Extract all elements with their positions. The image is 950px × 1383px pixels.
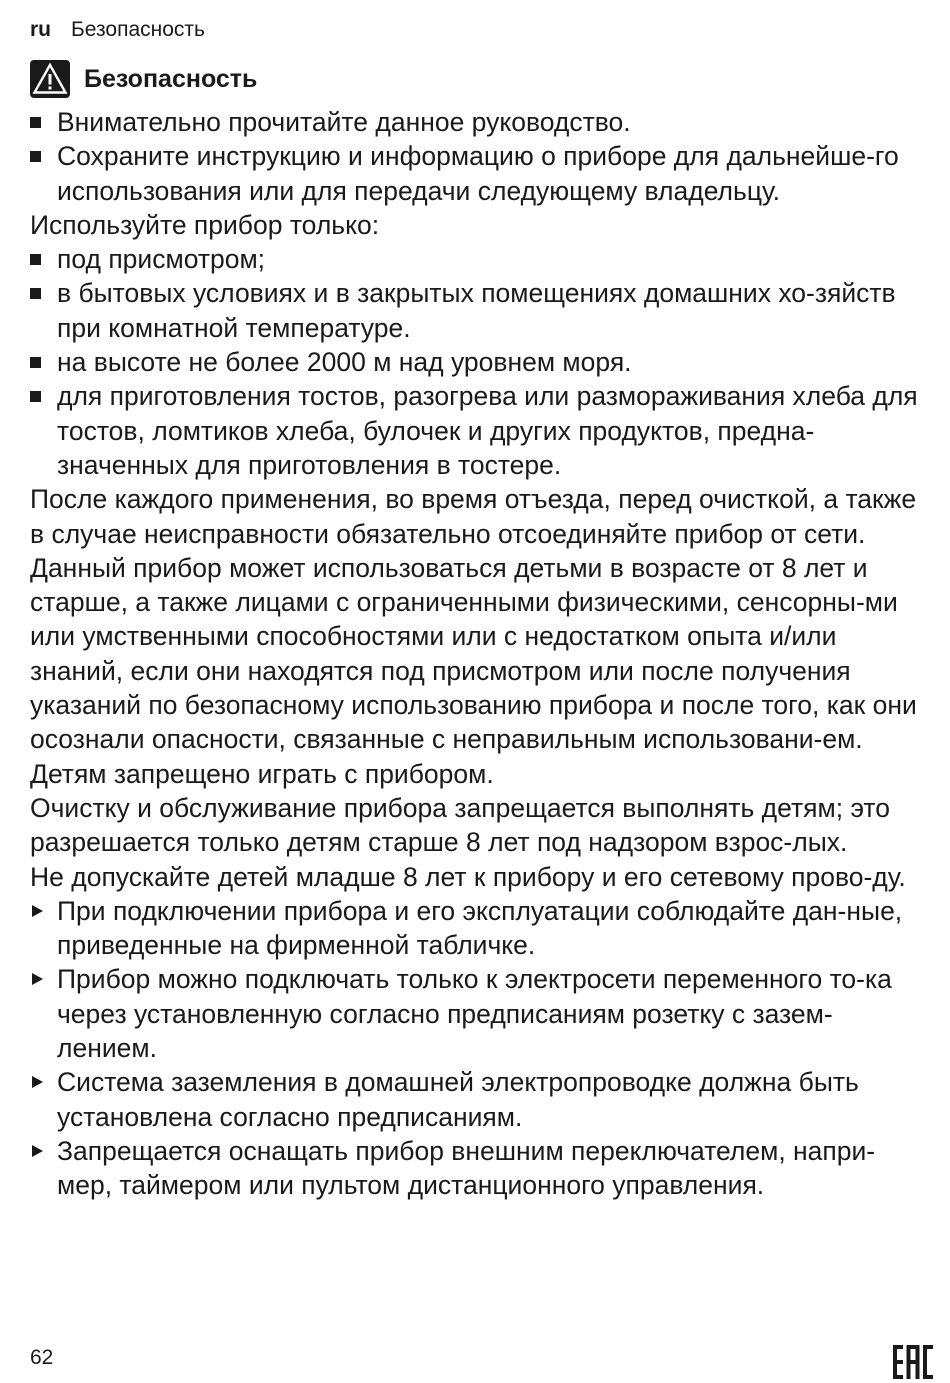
- page-number: 62: [30, 1346, 54, 1369]
- list-item: в бытовых условиях и в закрытых помещениях домашних хо-зяйств при комнатной температуре.: [30, 276, 925, 345]
- triangle-bullet-icon: [32, 905, 43, 917]
- list-item: Внимательно прочитайте данное руководство.: [30, 105, 925, 139]
- action-item: Прибор можно подключать только к электросети переменного то-ка через установленную согласно предписаниям розетку с зазем-лением.: [30, 962, 925, 1065]
- use-intro: Используйте прибор только:: [30, 209, 380, 240]
- triangle-bullet-icon: [32, 1076, 43, 1088]
- running-header: [30, 18, 205, 42]
- action-item: Запрещается оснащать прибор внешним переключателем, напри-мер, таймером или пультом дистанционного управления.: [30, 1134, 925, 1203]
- eac-mark-icon: [893, 1345, 933, 1379]
- title-text: Безопасность: [84, 65, 258, 93]
- paragraph: Детям запрещено играть с прибором.: [30, 758, 494, 789]
- paragraph: Данный прибор может использоваться детьми в возрасте от 8 лет и старше, а также лицами с ограниченными физическими, сенсорны-ми или умственными способностями или с недостатком опыта и/или знаний, если они находятся под присмотром или после получения указаний по безопасному использованию прибора и после того, как они осознали опасности, связанные с неправильным использовани-ем.: [30, 552, 917, 755]
- triangle-bullet-icon: [32, 1145, 43, 1157]
- paragraph: После каждого применения, во время отъезда, перед очисткой, а также в случае неисправности обязательно отсоединяйте прибор от сети.: [30, 484, 917, 549]
- action-item: При подключении прибора и его эксплуатации соблюдайте дан-ные, приведенные на фирменной табличке.: [30, 894, 925, 963]
- square-bullet: [30, 357, 41, 368]
- square-bullet: [30, 151, 41, 162]
- paragraph: Не допускайте детей младше 8 лет к прибору и его сетевому прово-ду.: [30, 861, 906, 892]
- paragraph: Очистку и обслуживание прибора запрещается выполнять детям; это разрешается только детям старше 8 лет под надзором взрос-лых.: [30, 792, 890, 858]
- safety-content: [30, 105, 925, 1203]
- warning-triangle-icon: [30, 60, 70, 98]
- list-item: для приготовления тостов, разогрева или размораживания хлеба для тостов, ломтиков хлеба, булочек и других продуктов, предна-значенных для приготовления в тостере.: [30, 379, 925, 482]
- language-code: ru: [30, 18, 51, 41]
- triangle-bullet-icon: [32, 973, 43, 985]
- list-item: на высоте не более 2000 м над уровнем моря.: [30, 345, 925, 379]
- list-item: Сохраните инструкцию и информацию о приборе для дальнейше-го использования или для передачи следующему владельцу.: [30, 139, 925, 208]
- action-item: Система заземления в домашней электропроводке должна быть установлена согласно предписаниям.: [30, 1065, 925, 1134]
- square-bullet: [30, 117, 41, 128]
- square-bullet: [30, 391, 41, 402]
- square-bullet: [30, 254, 41, 265]
- section-title: [30, 60, 257, 98]
- square-bullet: [30, 288, 41, 299]
- section-name: Безопасность: [71, 18, 205, 41]
- list-item: под присмотром;: [30, 242, 925, 276]
